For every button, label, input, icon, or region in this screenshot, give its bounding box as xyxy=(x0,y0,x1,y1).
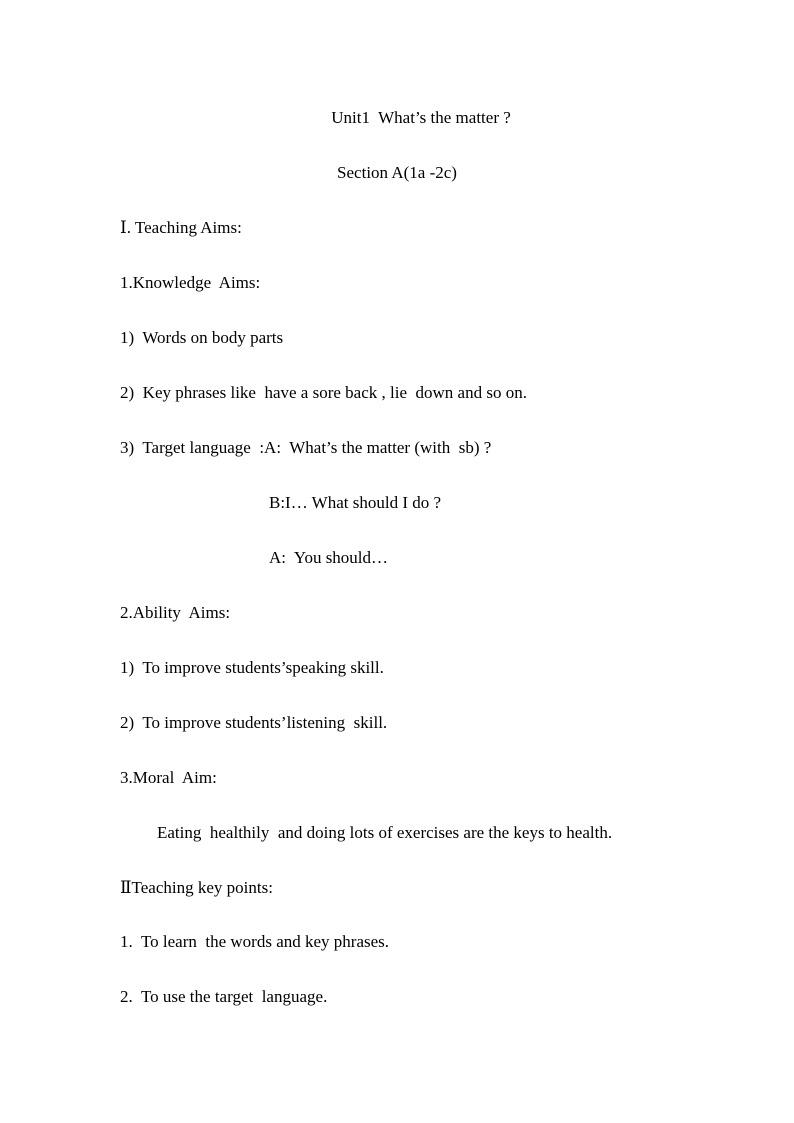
knowledge-item-1: 1) Words on body parts xyxy=(120,328,284,347)
section-subtitle: Section A(1a -2c) xyxy=(337,163,457,182)
key-points-heading: ⅡTeaching key points: xyxy=(120,878,273,897)
ability-item-2: 2) To improve students’listening skill. xyxy=(120,713,388,732)
key-point-item-2: 2. To use the target language. xyxy=(120,987,328,1006)
knowledge-item-2: 2) Key phrases like have a sore back , lie down and so on. xyxy=(120,383,527,402)
document-title: Unit1 What’s the matter ? xyxy=(331,108,511,127)
knowledge-item-3: 3) Target language :A: What’s the matter (with sb) ? xyxy=(120,438,492,457)
dialogue-line-a: A: You should… xyxy=(269,548,389,567)
knowledge-aims-heading: 1.Knowledge Aims: xyxy=(120,273,261,292)
moral-aim-heading: 3.Moral Aim: xyxy=(120,768,217,787)
teaching-aims-heading: Ⅰ. Teaching Aims: xyxy=(120,218,242,237)
ability-aims-heading: 2.Ability Aims: xyxy=(120,603,231,622)
dialogue-line-b: B:I… What should I do ? xyxy=(269,493,442,512)
moral-aim-text: Eating healthily and doing lots of exercises are the keys to health. xyxy=(157,823,613,842)
key-point-item-1: 1. To learn the words and key phrases. xyxy=(120,932,390,951)
ability-item-1: 1) To improve students’speaking skill. xyxy=(120,658,384,677)
